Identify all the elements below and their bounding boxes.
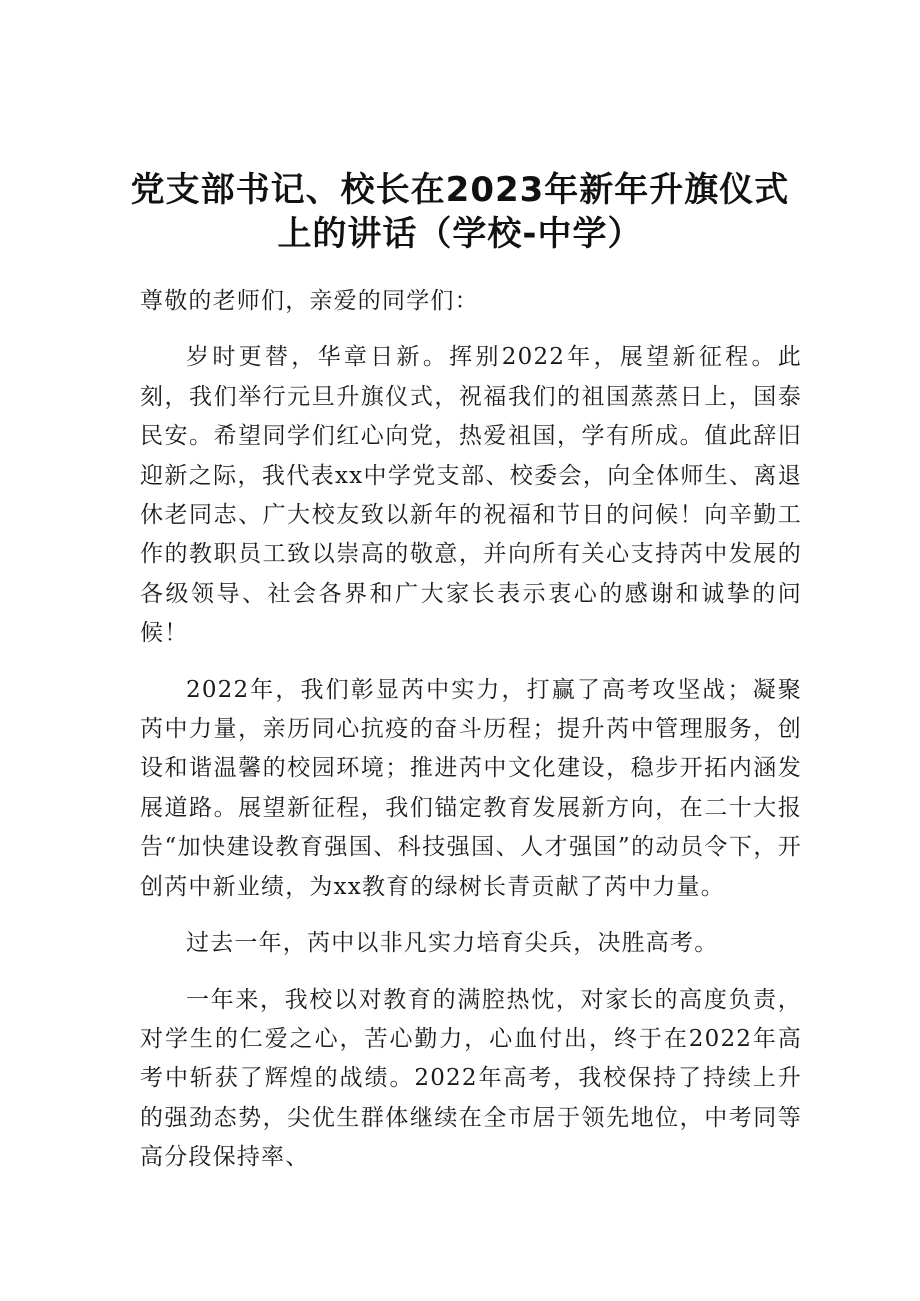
paragraph: 一年来，我校以对教育的满腔热忱，对家长的高度负责，对学生的仁爱之心，苦心勤力，心血付出，终于在2022年高考中斩获了辉煌的战绩。2022年高考，我校保持了持续上升的强劲态势，尖优生群体继续在全市居于领先地位，中考同等高分段保持率、 [140, 986, 802, 1171]
title-line-1: 党支部书记、校长在2023年新年升旗仪式 [130, 170, 790, 210]
title-line-2: 上的讲话（学校-中学） [277, 214, 643, 254]
paragraph: 岁时更替，华章日新。挥别2022年，展望新征程。此刻，我们举行元旦升旗仪式，祝福我们的祖国蒸蒸日上，国泰民安。希望同学们红心向党，热爱祖国，学有所成。值此辞旧迎新之际，我代表xx中学党支部、校委会，向全体师生、离退休老同志、广大校友致以新年的祝福和节日的问候！向辛勤工作的教职员工致以崇高的敬意，并向所有关心支持芮中发展的各级领导、社会各界和广大家长表示衷心的感谢和诚挚的问候！ [140, 344, 802, 647]
paragraph: 2022年，我们彰显芮中实力，打赢了高考攻坚战；凝聚芮中力量，亲历同心抗疫的奋斗历程；提升芮中管理服务，创设和谐温馨的校园环境；推进芮中文化建设，稳步开拓内涵发展道路。展望新征程，我们锚定教育发展新方向，在二十大报告“加快建设教育强国、科技强国、人才强国”的动员令下，开创芮中新业绩，为xx教育的绿树长青贡献了芮中力量。 [140, 676, 802, 900]
salutation: 尊敬的老师们，亲爱的同学们： [140, 288, 479, 314]
paragraph: 过去一年，芮中以非凡实力培育尖兵，决胜高考。 [186, 930, 719, 957]
document-title [0, 168, 920, 256]
document-body [140, 282, 802, 1195]
